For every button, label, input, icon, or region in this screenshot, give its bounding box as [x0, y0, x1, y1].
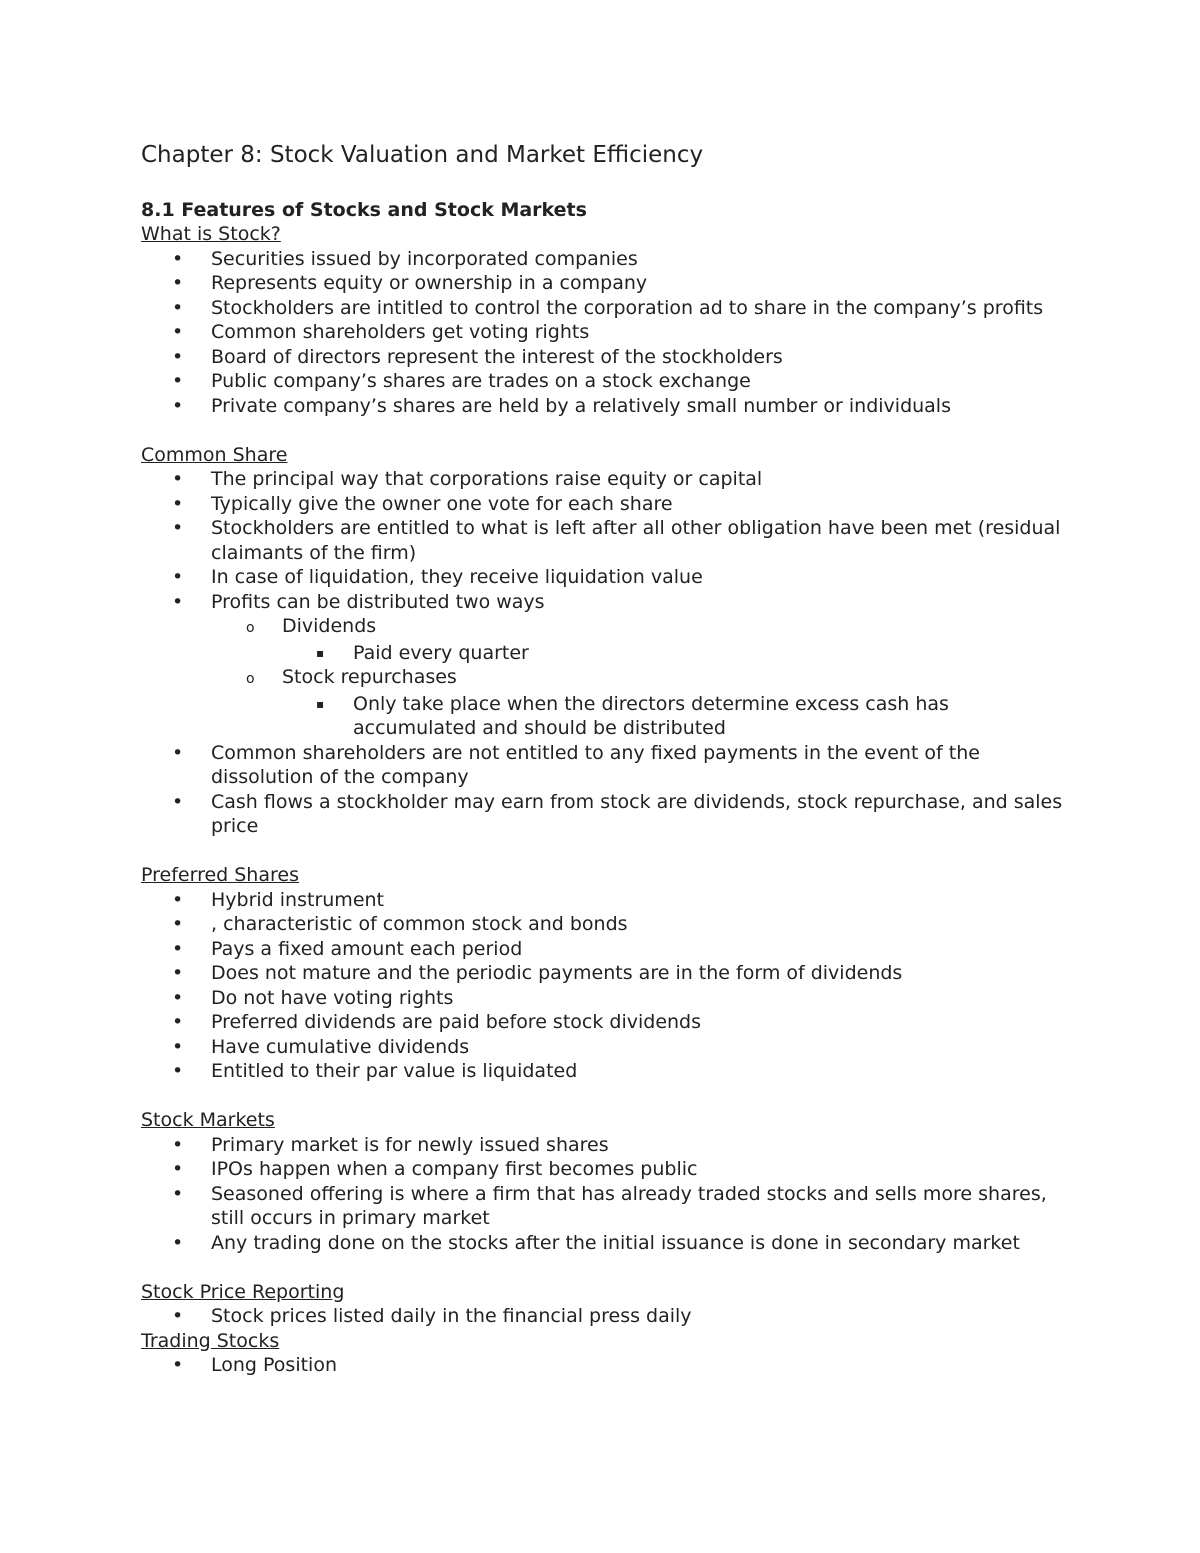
- list-what-is-stock: [141, 247, 1071, 419]
- list-item: • Does not mature and the periodic payments are in the form of dividends: [172, 962, 903, 984]
- list-item: • Board of directors represent the interest of the stockholders: [172, 345, 783, 368]
- square-bullet-icon: ▪: [316, 645, 325, 660]
- heading-trading-stocks: Trading Stocks: [141, 1329, 280, 1352]
- bullet-icon: •: [172, 590, 184, 613]
- list-common-share: [141, 467, 1071, 839]
- sub-list-distribution: [211, 614, 1071, 741]
- bullet-icon: •: [172, 913, 184, 935]
- bullet-icon: •: [172, 394, 184, 417]
- bullet-icon: •: [172, 517, 184, 539]
- bullet-icon: •: [172, 370, 184, 392]
- bullet-icon: •: [172, 1133, 184, 1156]
- sub-sub-list-item: ▪ Only take place when the directors determine excess cash has accumulated and should be distributed: [316, 692, 949, 739]
- list-item: • Common shareholders are not entitled to any fixed payments in the event of the dissolution of the company: [172, 741, 980, 788]
- list-item: • In case of liquidation, they receive liquidation value: [172, 566, 703, 588]
- circle-bullet-icon: o: [246, 620, 255, 636]
- bullet-icon: •: [172, 468, 184, 490]
- sub-sub-list: [282, 641, 1071, 666]
- list-item: • Do not have voting rights: [172, 986, 454, 1009]
- bullet-icon: •: [172, 566, 184, 588]
- bullet-icon: •: [172, 1158, 184, 1180]
- list-item: • Common shareholders get voting rights: [172, 321, 590, 343]
- document-page: [141, 140, 1071, 1378]
- bullet-icon: •: [172, 1305, 184, 1327]
- bullet-icon: •: [172, 1011, 184, 1033]
- bullet-icon: •: [172, 741, 184, 764]
- bullet-icon: •: [172, 937, 184, 960]
- list-item: • Private company’s shares are held by a relatively small number or individuals: [172, 394, 951, 417]
- bullet-icon: •: [172, 1035, 184, 1058]
- list-item: • Public company’s shares are trades on a stock exchange: [172, 370, 751, 392]
- sub-sub-list: [282, 692, 1071, 741]
- sub-list-item: o Stock repurchases ▪ Only take place when the directors determine excess cash has accumulated and should be distributed: [211, 665, 1071, 741]
- circle-bullet-icon: o: [246, 671, 255, 687]
- bullet-icon: •: [172, 888, 184, 911]
- list-item: • Stockholders are entitled to what is left after all other obligation have been met (residual claimants of the firm): [172, 517, 1061, 564]
- list-item: • Stock prices listed daily in the financial press daily: [172, 1305, 692, 1327]
- list-item: • Pays a fixed amount each period: [172, 937, 523, 960]
- chapter-title: Chapter 8: Stock Valuation and Market Efficiency: [141, 142, 704, 168]
- list-item: • Profits can be distributed two ways o Dividends ▪ Paid every quarter o Stock repurchases ▪ Only take place when the directors determine excess cash has accumulated and should be distributed: [141, 590, 1071, 741]
- list-item: • Primary market is for newly issued shares: [172, 1133, 609, 1156]
- bullet-icon: •: [172, 986, 184, 1009]
- sub-list-item: o Dividends ▪ Paid every quarter: [211, 614, 1071, 665]
- bullet-icon: •: [172, 790, 184, 813]
- bullet-icon: •: [172, 1231, 184, 1254]
- heading-stock-markets: Stock Markets: [141, 1109, 275, 1131]
- list-item: • Preferred dividends are paid before stock dividends: [172, 1011, 702, 1033]
- bullet-icon: •: [172, 1060, 184, 1082]
- heading-stock-price-reporting: Stock Price Reporting: [141, 1280, 345, 1303]
- list-stock-price-reporting: [141, 1304, 1071, 1329]
- bullet-icon: •: [172, 1182, 184, 1205]
- list-item: • Typically give the owner one vote for each share: [172, 492, 673, 515]
- bullet-icon: •: [172, 1354, 184, 1376]
- list-item: • Securities issued by incorporated companies: [172, 247, 638, 270]
- list-item: • Represents equity or ownership in a company: [172, 272, 648, 294]
- list-preferred-shares: [141, 888, 1071, 1084]
- heading-preferred-shares: Preferred Shares: [141, 864, 299, 886]
- bullet-icon: •: [172, 962, 184, 984]
- list-item: • Long Position: [172, 1354, 337, 1376]
- sub-sub-list-item: ▪ Paid every quarter: [316, 641, 529, 664]
- list-item: • Stockholders are intitled to control the corporation ad to share in the company’s profits: [172, 296, 1044, 319]
- bullet-icon: •: [172, 345, 184, 368]
- list-item: • Any trading done on the stocks after the initial issuance is done in secondary market: [172, 1231, 1020, 1254]
- list-item: • The principal way that corporations raise equity or capital: [172, 468, 763, 490]
- heading-common-share: Common Share: [141, 443, 288, 466]
- list-item: • Cash flows a stockholder may earn from stock are dividends, stock repurchase, and sales price: [172, 790, 1063, 837]
- bullet-icon: •: [172, 296, 184, 319]
- square-bullet-icon: ▪: [316, 696, 325, 711]
- list-item: • , characteristic of common stock and bonds: [172, 913, 628, 935]
- list-trading-stocks: [141, 1353, 1071, 1378]
- bullet-icon: •: [172, 492, 184, 515]
- section-title: 8.1 Features of Stocks and Stock Markets: [141, 199, 587, 221]
- list-item: • Have cumulative dividends: [172, 1035, 470, 1058]
- list-item: • IPOs happen when a company first becomes public: [172, 1158, 698, 1180]
- list-item: • Entitled to their par value is liquidated: [172, 1060, 578, 1082]
- list-stock-markets: [141, 1133, 1071, 1256]
- bullet-icon: •: [172, 247, 184, 270]
- list-item: • Hybrid instrument: [172, 888, 384, 911]
- bullet-icon: •: [172, 321, 184, 343]
- bullet-icon: •: [172, 272, 184, 294]
- list-item: • Seasoned offering is where a firm that has already traded stocks and sells more shares, still occurs in primary market: [172, 1182, 1047, 1229]
- heading-what-is-stock: What is Stock?: [141, 223, 281, 245]
